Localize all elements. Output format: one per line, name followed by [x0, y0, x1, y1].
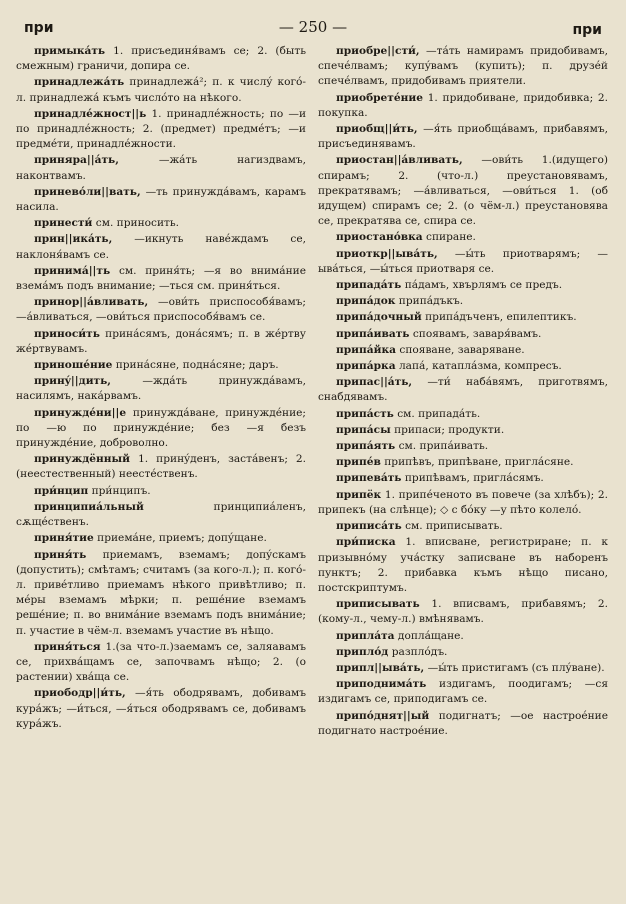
dictionary-entry [318, 310, 608, 325]
entry-translation: см. приносить. [95, 217, 180, 230]
dictionary-entry [318, 327, 608, 342]
entry-headword: приписывать [336, 598, 420, 611]
dictionary-entry [16, 500, 306, 530]
entry-translation: —тáть намирамъ придобивамъ, спечéлвамъ; купýвамъ (купить); п. друзéй спечéлвамъ, придобивамъ приятели. [318, 45, 608, 88]
dictionary-entry [16, 452, 306, 482]
dictionary-entry [16, 374, 306, 404]
entry-headword: приношéние [34, 359, 113, 372]
entry-headword: припáивать [336, 327, 410, 340]
entry-headword: принуждённый [34, 453, 131, 466]
dictionary-entry [318, 488, 608, 518]
entry-headword: приняра||áть, [34, 154, 119, 167]
dictionary-entry [318, 471, 608, 486]
entry-translation: 1. припéченото въ повече (за хлѣбъ); 2. припекъ (на слѣнце); ◇ с бóку —у пѣто колелó. [318, 488, 608, 516]
entry-headword: приоткр||ывáть, [336, 247, 438, 260]
entry-headword: приостанóвка [336, 231, 423, 244]
entry-headword: приостан||áвливать, [336, 154, 463, 167]
entry-headword: припáрка [336, 360, 396, 373]
entry-headword: приня́ться [34, 640, 101, 653]
entry-translation: см. припáивать. [398, 440, 489, 453]
dictionary-entry [318, 375, 608, 405]
entry-translation: пáдамъ, хвърлямъ се предъ. [404, 279, 563, 292]
left-column [16, 44, 306, 740]
dictionary-entry [318, 597, 608, 627]
dictionary-entry [318, 153, 608, 229]
entry-headword: при́нцип [34, 484, 89, 497]
dictionary-entry [318, 294, 608, 309]
dictionary-entry [16, 327, 306, 357]
dictionary-entry [318, 91, 608, 121]
entry-headword: приплóд [336, 645, 389, 658]
dictionary-entry [318, 709, 608, 739]
entry-translation: споявамъ, заваря́вамъ. [412, 327, 542, 340]
entry-headword: приня́тие [34, 532, 94, 545]
dictionary-entry [318, 423, 608, 438]
dictionary-entry [318, 645, 608, 660]
page-header [16, 14, 610, 36]
entry-headword: приобщ||и́ть, [336, 123, 418, 136]
entry-headword: припáдочный [336, 311, 422, 324]
entry-headword: приобретéние [336, 91, 423, 104]
dictionary-entry [318, 407, 608, 422]
entry-headword: припáять [336, 440, 396, 453]
entry-headword: приободр||и́ть, [34, 687, 126, 700]
entry-translation: —ти́ набáвямъ, приготвямъ, снабдявамъ. [318, 376, 608, 404]
dictionary-entry [16, 358, 306, 373]
entry-translation: 1. вписвамъ, прибавямъ; 2.(кому-л., чему-л.) вмѣнявамъ. [318, 598, 608, 626]
dictionary-entry [16, 44, 306, 74]
dictionary-entry [16, 232, 306, 262]
dictionary-entry [16, 484, 306, 499]
entry-headword: принор||áвливать, [34, 296, 149, 309]
dictionary-entry [318, 122, 608, 152]
dictionary-entry [16, 406, 306, 452]
entry-headword: припевáть [336, 472, 402, 485]
dictionary-entry [16, 75, 306, 105]
entry-headword: прин||икáть, [34, 233, 113, 246]
entry-translation: припáдъченъ, епилептикъ. [425, 311, 577, 324]
entry-translation: —ови́ть приспособя́вамъ; —áвливаться, —ови́ться приспособя́вамъ се. [16, 296, 306, 324]
entry-headword: припадáть [336, 279, 402, 292]
entry-translation: доплáщане. [397, 629, 464, 642]
entry-headword: принуждéни||е [34, 406, 127, 419]
dictionary-entry [16, 153, 306, 183]
entry-translation: приемáне, приемъ; допýщане. [97, 532, 267, 545]
dictionary-entry [318, 278, 608, 293]
entry-headword: приневóли||вать, [34, 185, 141, 198]
entry-headword: припл||ывáть, [336, 661, 425, 674]
entry-translation: см. припадáть. [397, 407, 481, 420]
entry-translation: принуждáване, принуждéние; по —ю по принуждéние; без —я безъ принуждéние, доброволно. [16, 406, 307, 450]
entry-translation: приемамъ, вземамъ; допýскамъ (допустить); смѣтамъ; считамъ (за кого-л.); п. когó-л. привéтливо приемамъ нѣкого привѣтливо; п. мéры вземамъ мѣрки; п. решéние вземамъ решéние; п. во внимáние вземамъ подъ внимáние; п. участие в чём-л. вземамъ участие въ нѣщо. [16, 548, 306, 637]
entry-translation: припѣвъ, припѣване, приглáсяне. [384, 456, 574, 469]
entry-translation: принáсямъ, донáсямъ; п. в жéртву жéртвувамъ. [16, 327, 306, 355]
entry-translation: —ть принуждáвамъ, карамъ насила. [16, 185, 306, 214]
entry-headword: припáдок [336, 295, 396, 308]
entry-translation: припѣвамъ, приглáсямъ. [404, 472, 544, 485]
entry-translation: 1.(за что-л.)заемамъ се, заляавамъ се, прихвáщамъ се, започвамъ нѣщо; 2. (о растении) хвáща се. [16, 640, 306, 684]
entry-translation: принципиáленъ, сѫщéственъ. [16, 500, 306, 529]
entry-headword: принципиáльный [34, 500, 144, 513]
dictionary-entry [318, 535, 608, 596]
columns [16, 44, 610, 740]
entry-translation: спояване, заваряване. [399, 343, 525, 356]
dictionary-entry [16, 686, 306, 732]
right-column [318, 44, 608, 740]
entry-translation: 1. придобиване, придобивка; 2. покупка. [318, 91, 608, 119]
dictionary-entry [318, 359, 608, 374]
entry-headword: приписáть [336, 520, 402, 533]
dictionary-entry [318, 677, 608, 707]
entry-translation: припаси; продукти. [394, 423, 505, 436]
entry-translation: —я́ть ободрявамъ, добивамъ курáжъ; —и́ться, —я́ться ободрявамъ се, добивамъ курáжъ. [16, 687, 306, 730]
entry-headword: принадлéжност||ь [34, 107, 147, 120]
entry-translation: припáдъкъ. [398, 295, 464, 308]
entry-translation: —ы́ть приотварямъ; —ывáться, —ы́ться приотваря се. [318, 247, 608, 275]
entry-translation: —ы́ть пристигамъ (съ плýване). [427, 661, 605, 674]
entry-translation: см. приписывать. [405, 520, 503, 533]
entry-headword: принима́||ть [34, 264, 111, 277]
entry-headword: приплáта [336, 629, 395, 642]
entry-headword: приня́ть [34, 548, 87, 561]
dictionary-entry [318, 343, 608, 358]
dictionary-entry [16, 216, 306, 231]
dictionary-entry [16, 264, 306, 294]
entry-translation: —ови́ть 1.(идущего) спирамъ; 2. (что-л.) преустановявамъ, прекратявамъ; —áвливаться, —ови́ться 1. (об идущем) спирамъ се; 2. (о чём-л.) преустановява се, прекратява се, спира се. [318, 154, 609, 228]
dictionary-entry [318, 661, 608, 676]
header-right-guideword: при [572, 22, 602, 38]
entry-translation: 1. вписване, регистриране; п. к призывнóму учáстку записване въ наборенъ пунктъ; 2. прибавка къмъ нѣщо писано, постскриптумъ. [318, 536, 608, 594]
header-left-guideword: при [24, 20, 54, 36]
dictionary-entry [16, 531, 306, 546]
entry-translation: —жáть нагиздвамъ, наконтвамъ. [16, 154, 306, 182]
entry-headword: при́писка [336, 536, 396, 549]
entry-headword: приподнимáть [336, 678, 427, 691]
dictionary-entry [16, 107, 306, 153]
entry-headword: принести́ [34, 217, 93, 230]
entry-translation: принадлежá²; п. к числý когó-л. принадлежá къмъ число́то на нѣкого. [16, 76, 306, 104]
entry-translation: разплóдъ. [391, 645, 448, 658]
dictionary-entry [16, 640, 306, 686]
entry-translation: 1. принýденъ, застáвенъ; 2. (неестественный) неестéственъ. [16, 453, 306, 481]
entry-translation: 1. присъединя́вамъ се; 2. (быть смежным) граничи, допира се. [16, 45, 306, 73]
entry-headword: припáйка [336, 343, 397, 356]
dictionary-entry [318, 230, 608, 245]
entry-translation: принáсяне, поднáсяне; даръ. [115, 359, 279, 372]
entry-translation: лапá, катаплáзма, компресъ. [398, 360, 562, 373]
entry-headword: припас||áть, [336, 376, 413, 389]
entry-headword: приобре||сти́, [336, 45, 420, 57]
dictionary-entry [16, 548, 306, 639]
entry-headword: припéв [336, 456, 381, 469]
entry-translation: подигнатъ; —ое настроéние подигнато настроéние. [318, 709, 608, 737]
entry-headword: припёк [336, 488, 382, 501]
entry-headword: приноси́ть [34, 327, 100, 340]
page-number: — 250 — [278, 18, 348, 36]
entry-headword: припáсы [336, 423, 391, 436]
dictionary-entry [16, 295, 306, 325]
dictionary-entry [318, 247, 608, 277]
entry-headword: примыкáть [34, 45, 106, 57]
entry-translation: —ждáть принуждáвамъ, насилямъ, накáрвамъ. [16, 375, 306, 403]
entry-headword: припáсть [336, 407, 394, 420]
entry-translation: —я́ть приобщáвамъ, прибавямъ, присъединявамъ. [318, 123, 609, 151]
dictionary-entry [318, 439, 608, 454]
dictionary-entry [318, 629, 608, 644]
dictionary-entry [16, 185, 306, 215]
entry-translation: издигамъ, поодигамъ; —ся издигамъ се, приподигамъ се. [318, 678, 608, 706]
entry-translation: —икнуть навéждамъ се, наклоня́вамъ се. [16, 233, 306, 261]
entry-headword: принý||дить, [34, 375, 111, 388]
entry-translation: спиране. [426, 231, 476, 244]
entry-translation: при́нципъ. [91, 484, 151, 497]
entry-translation: 1. принадлéжность; по —и по принадлéжность; 2. (предмет) предмéтъ; —и предмéти, принадлéжности. [16, 107, 307, 151]
entry-translation: см. приня́ть; —я во внимáние вземáмъ подъ внимание; —ться см. приня́ться. [16, 264, 306, 293]
dictionary-entry [318, 44, 608, 90]
entry-headword: припóднят||ый [336, 709, 430, 722]
entry-headword: принадлежáть [34, 76, 125, 89]
dictionary-entry [318, 519, 608, 534]
dictionary-entry [318, 455, 608, 470]
